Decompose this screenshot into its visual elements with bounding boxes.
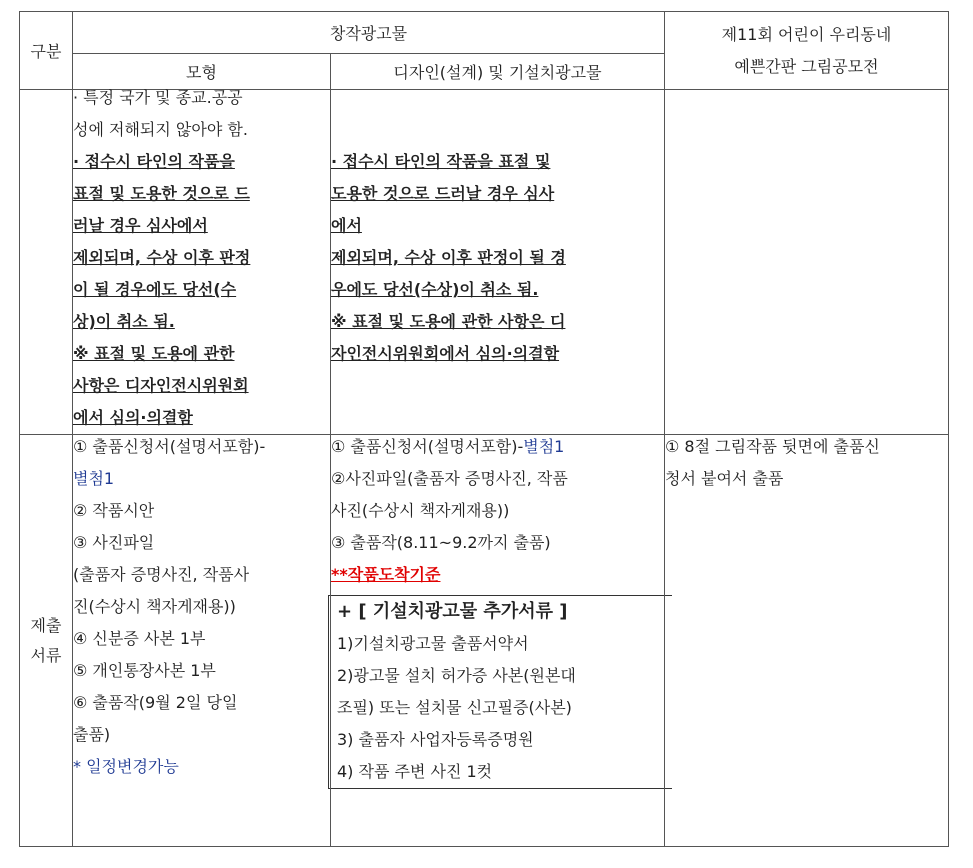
model-rule-line: · 특정 국가 및 종교.공공 [73,88,243,107]
design-doc-item: ① 출품신청서(설명서포함)-별첨1 [331,437,565,456]
design-doc-item: 사진(수상시 책자게재용)) [331,501,510,520]
header-design: 디자인(설계) 및 기설치광고물 [331,54,665,90]
model-note: * 일정변경가능 [73,757,179,776]
model-rule-line: 성에 저해되지 않아야 함. [73,120,248,139]
design-bold-line: ※ 표절 및 도용에 관한 사항은 디 [331,312,566,331]
additional-doc-item: 2)광고물 설치 허가증 사본(원본대 [337,666,576,685]
model-doc-item: (출품자 증명사진, 작품사 [73,565,250,584]
model-bold-line: · 접수시 타인의 작품을 [73,152,235,171]
design-bold-line: 도용한 것으로 드러날 경우 심사 [331,184,555,203]
model-doc-item: ② 작품시안 [73,501,155,520]
contest-doc-item: ① 8절 그림작품 뒷면에 출품신 [665,437,880,456]
requirements-table [19,11,949,847]
row2-design-cell [331,435,665,847]
header-gubun: 구분 [20,12,73,90]
additional-docs-box [328,595,672,789]
design-doc-item: ③ 출품작(8.11~9.2까지 출품) [331,533,551,552]
model-doc-item: 진(수상시 책자게재용)) [73,597,236,616]
additional-doc-item: 1)기설치광고물 출품서약서 [337,634,529,653]
model-bold-line: 표절 및 도용한 것으로 드 [73,184,250,203]
row1-model-cell [73,90,331,435]
header-model: 모형 [73,54,331,90]
header-contest: 제11회 어린이 우리동네 예쁜간판 그림공모전 [665,12,949,90]
model-bold-line: 사항은 디자인전시위원회 [73,376,249,395]
row1-label [20,90,73,435]
row1-design-cell [331,90,665,435]
design-bold-line: · 접수시 타인의 작품을 표절 및 [331,152,551,171]
row2-model-cell [73,435,331,847]
model-bold-line: 제외되며, 수상 이후 판정 [73,248,251,267]
model-bold-line: 에서 심의·의결함 [73,408,193,427]
model-doc-item: ⑤ 개인통장사본 1부 [73,661,216,680]
model-doc-item: ④ 신분증 사본 1부 [73,629,206,648]
design-bold-line: 자인전시위원회에서 심의·의결함 [331,344,560,363]
model-doc-item: ③ 사진파일 [73,533,155,552]
model-bold-line: 상)이 취소 됨. [73,312,175,331]
additional-docs-title: + [ 기설치광고물 추가서류 ] [337,601,568,622]
row2-label: 제출 서류 [20,435,73,847]
model-doc-item: ① 출품신청서(설명서포함)- [73,437,266,456]
design-bold-line: 우에도 당선(수상)이 취소 됨. [331,280,539,299]
contest-doc-item: 청서 붙여서 출품 [665,469,784,488]
design-bold-line: 에서 [331,216,362,235]
design-bold-line: 제외되며, 수상 이후 판정이 될 경 [331,248,566,267]
model-doc-item: 별첨1 [73,469,115,488]
design-arrival-note: **작품도착기준 [331,565,441,584]
header-creative-ad: 창작광고물 [73,12,665,54]
design-doc-item: ②사진파일(출품자 증명사진, 작품 [331,469,568,488]
model-bold-line: 이 될 경우에도 당선(수 [73,280,237,299]
row1-contest-cell [665,90,949,435]
additional-doc-item: 3) 출품자 사업자등록증명원 [337,730,534,749]
row2-contest-cell [665,435,949,847]
model-doc-item: 출품) [73,725,111,744]
model-bold-line: ※ 표절 및 도용에 관한 [73,344,235,363]
additional-doc-item: 조필) 또는 설치물 신고필증(사본) [337,698,572,717]
model-bold-line: 러날 경우 심사에서 [73,216,208,235]
model-doc-item: ⑥ 출품작(9월 2일 당일 [73,693,238,712]
additional-doc-item: 4) 작품 주변 사진 1컷 [337,762,493,781]
